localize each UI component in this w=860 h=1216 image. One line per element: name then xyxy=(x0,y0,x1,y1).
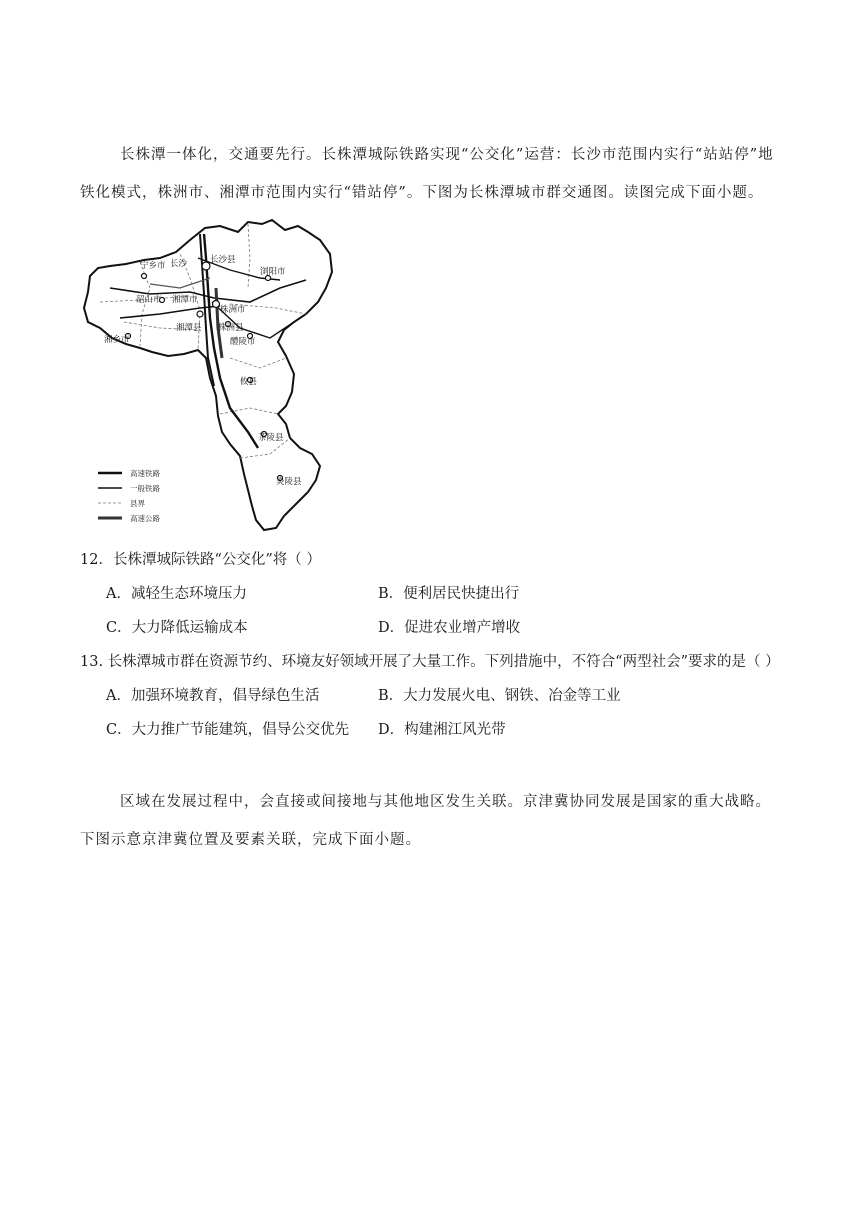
place-label: 茶陵县 xyxy=(258,433,284,443)
legend-label: 高速公路 xyxy=(130,514,160,523)
q12-option-a: A．减轻生态环境压力 xyxy=(106,586,247,602)
place-label: 株洲市 xyxy=(220,305,246,315)
map-legend xyxy=(98,468,160,523)
place-label: 宁乡市 xyxy=(140,261,166,271)
legend-label: 一般铁路 xyxy=(130,484,160,493)
q12-option-d: D．促进农业增产增收 xyxy=(378,620,521,636)
place-label: 湘潭市 xyxy=(172,295,198,305)
place-label: 湘潭县 xyxy=(176,323,202,333)
legend-label: 县界 xyxy=(130,499,145,508)
place-label: 攸县 xyxy=(240,377,258,387)
place-label: 株洲县 xyxy=(218,323,244,333)
question-12-stem: 12．长株潭城际铁路“公交化”将（ ） xyxy=(80,552,321,568)
q13-option-c: C．大力推广节能建筑，倡导公交优先 xyxy=(106,722,350,738)
q12-option-c: C．大力降低运输成本 xyxy=(106,620,248,636)
question-13-stem: 13. 长株潭城市群在资源节约、环境友好领域开展了大量工作。下列措施中，不符合“两型社会”要求的是（ ） xyxy=(80,654,780,670)
intro-paragraph-1: 长株潭一体化，交通要先行。长株潭城际铁路实现“公交化”运营：长沙市范围内实行“站站停”地铁化模式，株洲市、湘潭市范围内实行“错站停”。下图为长株潭城市群交通图。读图完成下面小题。 xyxy=(80,147,774,201)
legend-label: 高速铁路 xyxy=(130,469,160,478)
q13-option-d: D．构建湘江风光带 xyxy=(378,722,506,738)
place-label: 浏阳市 xyxy=(260,267,286,277)
intro-paragraph-2: 区域在发展过程中，会直接或间接地与其他地区发生关联。京津冀协同发展是国家的重大战略。下图示意京津冀位置及要素关联，完成下面小题。 xyxy=(80,794,771,848)
q13-option-a: A．加强环境教育，倡导绿色生活 xyxy=(106,688,320,704)
place-label: 长沙县 xyxy=(210,255,236,265)
place-label: 韶山市 xyxy=(136,295,162,305)
q12-option-b: B．便利居民快捷出行 xyxy=(378,586,520,602)
place-label: 炎陵县 xyxy=(276,477,302,487)
place-label: 醴陵市 xyxy=(230,337,256,347)
place-label: 湘乡市 xyxy=(104,335,130,345)
q13-option-b: B．大力发展火电、钢铁、冶金等工业 xyxy=(378,688,621,704)
place-label: 长沙 xyxy=(170,259,188,269)
transport-map xyxy=(80,218,340,534)
